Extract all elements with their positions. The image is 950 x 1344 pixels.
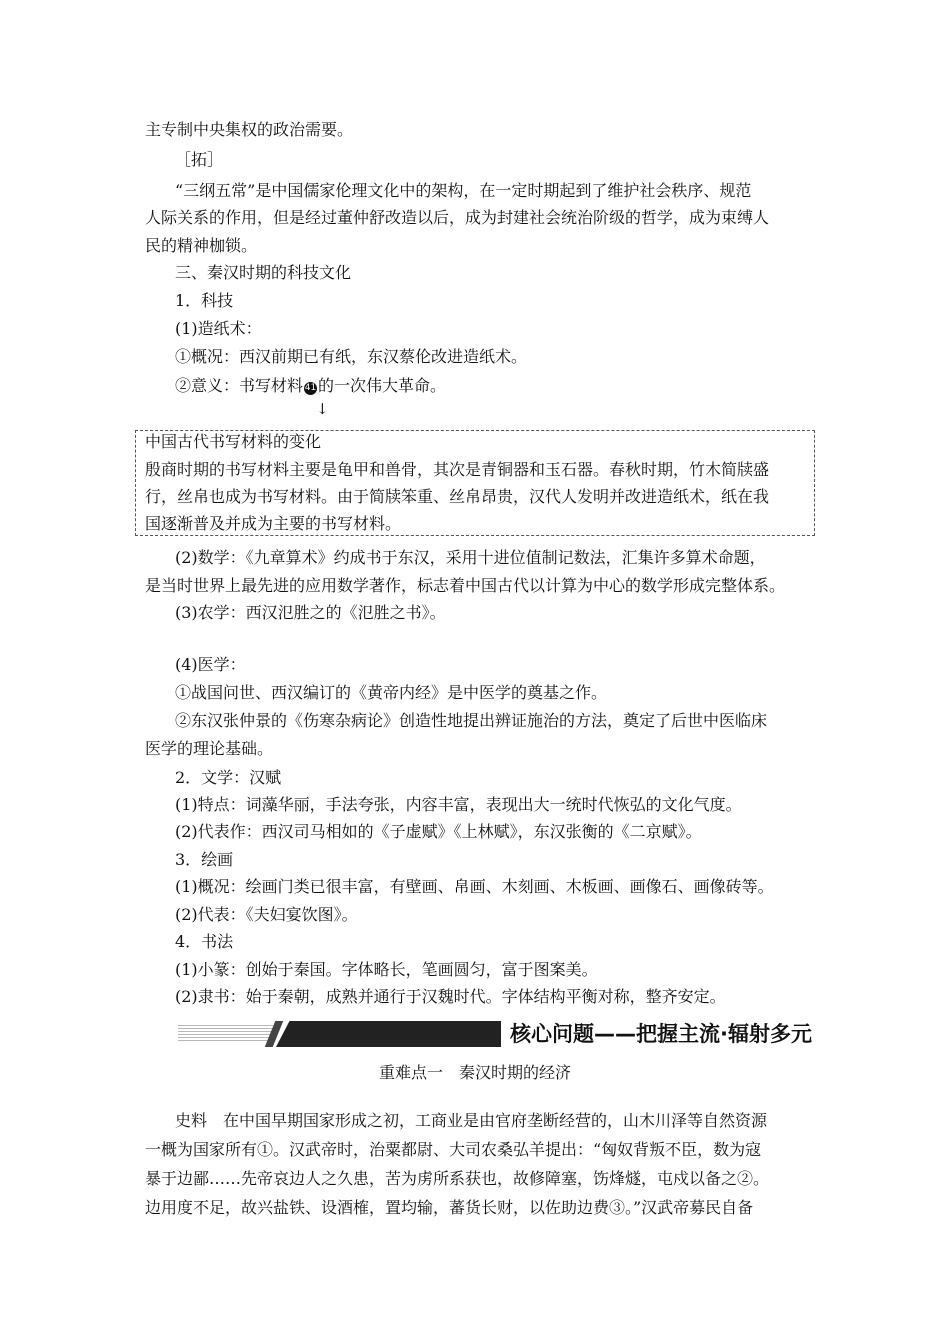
note-box	[135, 430, 815, 536]
text-line: 边用度不足，故兴盐铁、设酒榷，置均输，蕃货长财，以佐助边费③。”汉武帝募民自备	[145, 1198, 754, 1217]
text-line: ②东汉张仲景的《伤寒杂病论》创造性地提出辨证施治的方法，奠定了后世中医临床	[175, 711, 768, 730]
section-heading: 三、秦汉时期的科技文化	[175, 263, 352, 282]
text-line: (2)数学：《九章算术》约成书于东汉，采用十进位值制记数法，汇集许多算术命题，	[175, 548, 766, 567]
down-arrow-icon: ↓	[316, 400, 329, 418]
text-line: (2)代表作：西汉司马相如的《子虚赋》《上林赋》，东汉张衡的《二京赋》。	[175, 822, 702, 841]
text-line: (1)特点：词藻华丽，手法夸张，内容丰富，表现出大一统时代恢弘的文化气度。	[175, 795, 742, 814]
text-line: (2)代表：《夫妇宴饮图》。	[175, 905, 358, 924]
note-box-title: 中国古代书写材料的变化	[145, 432, 322, 451]
subsection-heading: 4．书法	[175, 932, 234, 951]
subsection-heading: 3．绘画	[175, 850, 234, 869]
significance-text: 的一次伟大革命。	[318, 376, 447, 395]
subheading: 重难点一 秦汉时期的经济	[378, 1063, 571, 1082]
text-line: 是当时世界上最先进的应用数学著作，标志着中国古代以计算为中心的数学形成完整体系。	[145, 576, 786, 595]
subsection-heading: 2．文学：汉赋	[175, 768, 282, 787]
text-line: 一概为国家所有①。汉武帝时，治粟都尉、大司农桑弘羊提出：“匈奴背叛不臣，数为寇	[145, 1140, 762, 1159]
text-line: (1)小篆：创始于秦国。字体略长，笔画圆匀，富于图案美。	[175, 960, 598, 979]
note-box-line: 殷商时期的书写材料主要是龟甲和兽骨，其次是青铜器和玉石器。春秋时期，竹木简牍盛	[145, 460, 770, 479]
significance-text: ②意义：书写材料	[175, 376, 304, 395]
note-box-line: 国逐渐普及并成为主要的书写材料。	[145, 514, 402, 533]
text-line: (3)农学：西汉氾胜之的《氾胜之书》。	[175, 603, 446, 622]
expansion-tag: ［拓］	[175, 150, 224, 169]
text-line: 主专制中央集权的政治需要。	[145, 120, 354, 139]
banner-stripes	[178, 1025, 273, 1041]
text-line: ①战国问世、西汉编订的《黄帝内经》是中医学的奠基之作。	[175, 683, 608, 702]
text-line: 暴于边鄙……先帝哀边人之久患，苦为虏所系获也，故修障塞，饬烽燧，屯戍以备之②。	[145, 1169, 770, 1188]
banner-dark-bar	[276, 1021, 501, 1047]
note-marker-icon: 41	[304, 383, 317, 393]
text-line: “三纲五常”是中国儒家伦理文化中的架构，在一定时期起到了维护社会秩序、规范	[175, 181, 752, 200]
banner-title: 核心问题——把握主流·辐射多元	[510, 1022, 812, 1046]
text-line: 人际关系的作用，但是经过董仲舒改造以后，成为封建社会统治阶级的哲学，成为束缚人	[145, 208, 770, 227]
text-line: (1)概况：绘画门类已很丰富，有壁画、帛画、木刻画、木板画、画像石、画像砖等。	[175, 877, 774, 896]
significance-line	[175, 376, 446, 396]
text-line: ①概况：西汉前期已有纸，东汉蔡伦改进造纸术。	[175, 347, 528, 366]
text-line: (2)隶书：始于秦朝，成熟并通行于汉魏时代。字体结构平衡对称，整齐安定。	[175, 987, 726, 1006]
note-box-line: 行，丝帛也成为书写材料。由于简牍笨重、丝帛昂贵，汉代人发明并改进造纸术，纸在我	[145, 487, 770, 506]
text-line: 民的精神枷锁。	[145, 236, 258, 255]
text-line: 史料 在中国早期国家形成之初，工商业是由官府垄断经营的，山木川泽等自然资源	[175, 1111, 768, 1130]
text-line: (1)造纸术：	[175, 319, 262, 338]
section-banner	[178, 1019, 812, 1049]
text-line: (4)医学：	[175, 655, 246, 674]
subsection-heading: 1．科技	[175, 291, 234, 310]
text-line: 医学的理论基础。	[145, 739, 274, 758]
